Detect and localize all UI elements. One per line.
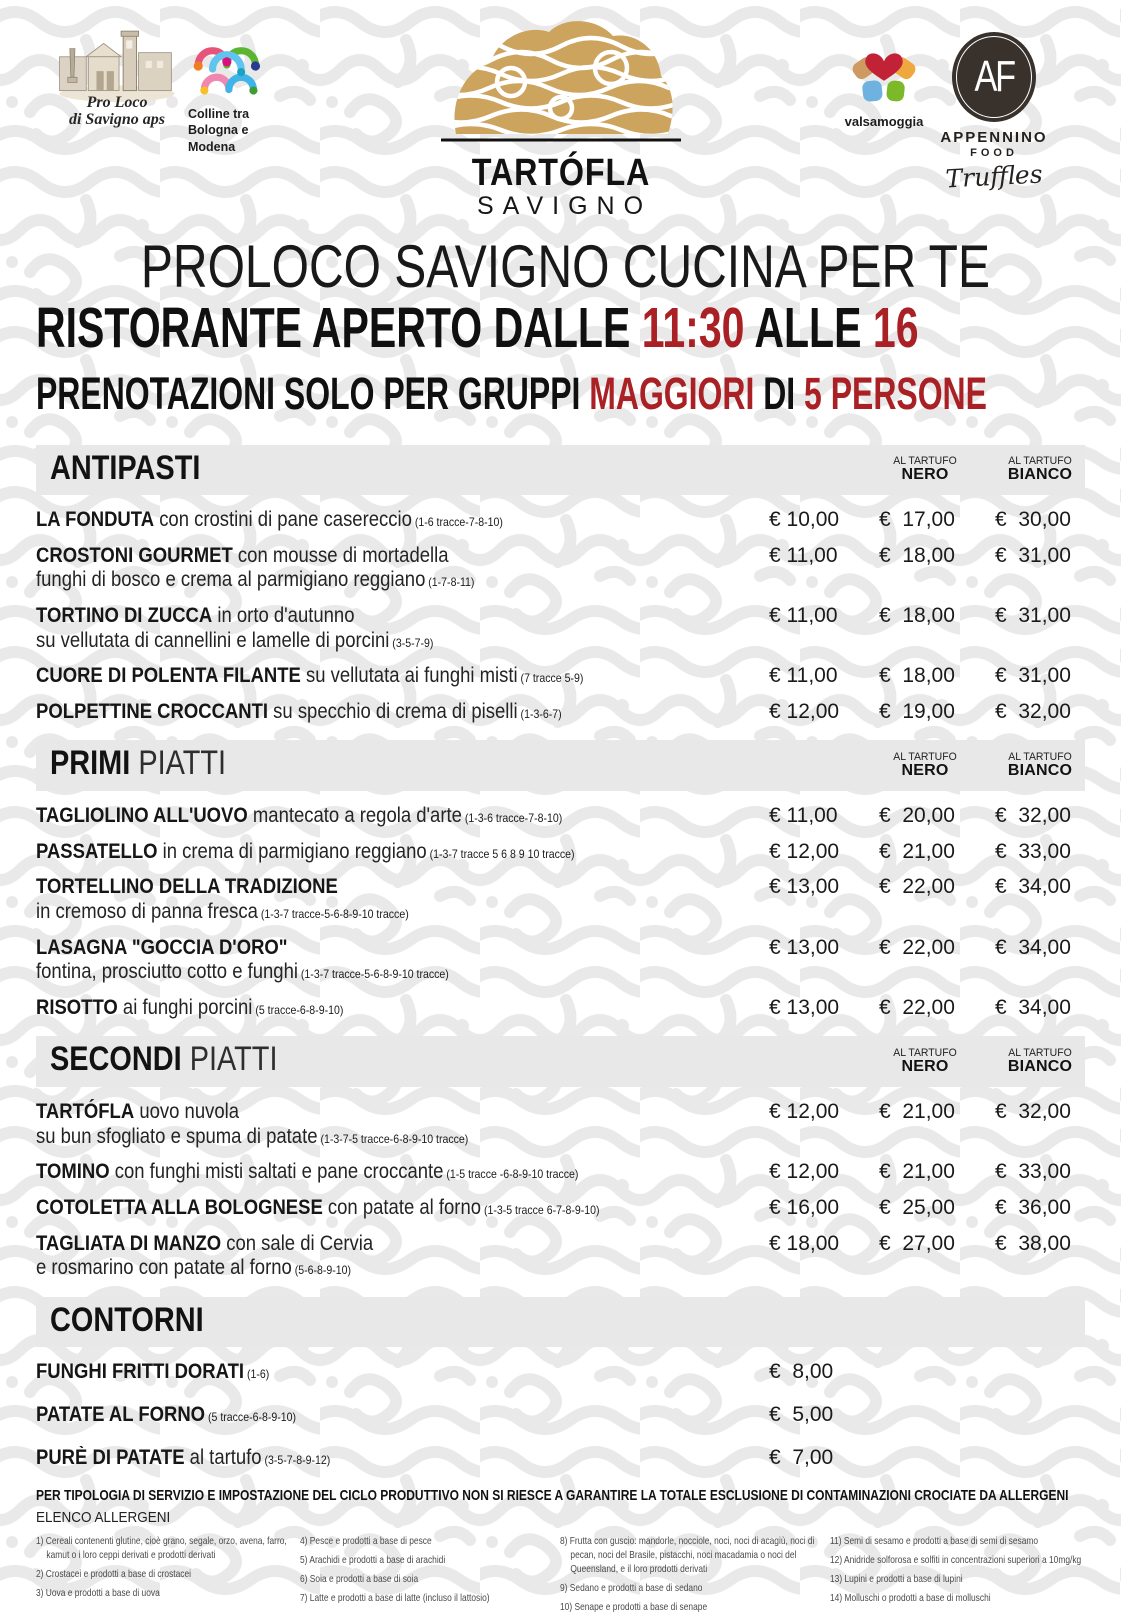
price-base: € 7,00 xyxy=(769,1445,834,1469)
column-header-bianco xyxy=(995,1046,1085,1075)
menu-item xyxy=(36,663,1085,689)
price-nero: € 21,00 xyxy=(879,1160,955,1184)
title-line3-black2: DI xyxy=(763,368,805,420)
allergen-item: 9) Sedano e prodotti a base di sedano xyxy=(560,1581,703,1594)
item-desc2: fontina, prosciutto cotto e funghi xyxy=(36,960,298,984)
section-title-light: PIATTI xyxy=(130,744,227,783)
item-allergen-note2: (1-3-7 tracce-5-6-8-9-10 tracce) xyxy=(257,907,409,921)
title-line2 xyxy=(36,296,919,361)
title-line2-black2: ALLE xyxy=(744,296,873,361)
item-allergen-note2: (1-3-7-5 tracce-6-8-9-10 tracce) xyxy=(317,1131,469,1146)
section-title xyxy=(50,448,641,487)
proloco-name-line1: Pro Loco xyxy=(86,94,148,111)
item-allergen-note2: (1-3-7 tracce-5-6-8-9-10 tracce) xyxy=(297,967,449,982)
item-allergen-note: (1-3-5 tracce 6-7-8-9-10) xyxy=(481,1202,600,1217)
valsamoggia-logo xyxy=(838,40,930,129)
price-base: € 13,00 xyxy=(769,935,840,959)
price-nero: € 22,00 xyxy=(879,995,955,1019)
column-header-bottom: BIANCO xyxy=(1007,465,1073,483)
proloco-logo xyxy=(48,26,186,129)
item-desc: in orto d'autunno xyxy=(212,604,355,628)
price-base: € 18,00 xyxy=(769,1231,840,1255)
item-name: POLPETTINE CROCCANTI xyxy=(36,699,269,723)
column-header-bottom: BIANCO xyxy=(1007,1057,1073,1075)
item-allergen-note: (3-5-7-8-9-12) xyxy=(261,1452,331,1467)
item-text xyxy=(36,803,745,829)
item-allergen-note: (1-3-6-7) xyxy=(517,706,562,721)
appennino-logo xyxy=(923,32,1065,194)
price-bianco: € 32,00 xyxy=(995,699,1071,723)
price-nero: € 19,00 xyxy=(879,699,955,723)
price-nero: € 20,00 xyxy=(879,804,955,828)
item-line1 xyxy=(36,603,660,629)
menu-item xyxy=(36,1231,1085,1281)
item-allergen-note2: (1-7-8-11) xyxy=(425,575,475,590)
allergen-item: 3) Uova e prodotti a base di uova xyxy=(36,1586,160,1599)
section-title-bold: PRIMI xyxy=(50,744,131,783)
section-header xyxy=(36,1036,1085,1087)
item-name: RISOTTO xyxy=(36,995,118,1019)
item-desc: uovo nuvola xyxy=(134,1100,240,1124)
item-text xyxy=(36,1359,745,1385)
item-text xyxy=(36,874,745,924)
title-line2-black1: RISTORANTE APERTO DALLE xyxy=(36,296,642,361)
valsamoggia-label: valsamoggia xyxy=(844,114,924,129)
price-bianco: € 32,00 xyxy=(995,804,1071,828)
price-nero xyxy=(879,1445,971,1446)
title-line3-black1: PRENOTAZIONI SOLO PER GRUPPI xyxy=(36,368,590,420)
allergen-item: 1) Cereali contenenti glutine, cioè grano, segale, orzo, avena, farro, kamut o i loro ceppi derivati e prodotti derivati xyxy=(36,1535,287,1562)
price-base: € 11,00 xyxy=(769,804,838,828)
section-header xyxy=(36,445,1085,496)
column-header-nero xyxy=(879,454,971,483)
item-text xyxy=(36,603,745,653)
price-nero: € 27,00 xyxy=(879,1231,955,1255)
item-desc: ai funghi porcini xyxy=(117,995,253,1019)
allergen-item: 6) Soia e prodotti a base di soia xyxy=(300,1573,419,1586)
allergen-list xyxy=(36,1535,1085,1619)
allergen-item: 14) Molluschi o prodotti a base di molluschi xyxy=(830,1591,991,1604)
column-header-top: AL TARTUFO xyxy=(1008,1046,1072,1059)
colline-line3: Modena xyxy=(188,139,236,154)
section-title xyxy=(50,1042,641,1078)
item-line1 xyxy=(36,663,660,689)
item-name: TARTÓFLA xyxy=(36,1100,135,1124)
title-line1: PROLOCO SAVIGNO CUCINA PER TE xyxy=(140,233,990,300)
price-bianco: € 36,00 xyxy=(995,1195,1071,1219)
price-bianco xyxy=(995,1402,1085,1403)
item-allergen-note2: (5-6-8-9-10) xyxy=(291,1263,352,1278)
allergen-column xyxy=(560,1535,828,1619)
item-line2 xyxy=(36,1124,660,1150)
price-base: € 12,00 xyxy=(769,1100,840,1124)
price-base: € 12,00 xyxy=(769,839,840,863)
menu-item xyxy=(36,1359,1085,1385)
menu-item xyxy=(36,995,1085,1021)
section-title-cell xyxy=(36,1300,745,1339)
item-desc: con funghi misti saltati e pane croccante xyxy=(109,1160,444,1184)
item-line1 xyxy=(36,507,660,533)
allergen-item: 5) Arachidi e prodotti a base di arachidi xyxy=(300,1554,446,1567)
tartofla-title: TARTÓFLA xyxy=(471,152,650,194)
item-desc2: in cremoso di panna fresca xyxy=(36,900,258,923)
column-header-top: AL TARTUFO xyxy=(893,1046,957,1059)
section-title-cell xyxy=(36,746,745,782)
price-base: € 13,00 xyxy=(769,995,840,1019)
af-monogram: AF xyxy=(974,52,1014,101)
item-name: CUORE DI POLENTA FILANTE xyxy=(36,664,301,688)
allergen-item: 7) Latte e prodotti a base di latte (incluso il lattosio) xyxy=(300,1591,490,1604)
item-line1 xyxy=(36,1402,660,1428)
price-nero: € 25,00 xyxy=(879,1195,955,1219)
price-nero: € 21,00 xyxy=(879,839,955,863)
section-header xyxy=(36,1297,1085,1348)
menu-item xyxy=(36,543,1085,593)
colline-line1: Colline tra xyxy=(188,107,250,121)
menu-item xyxy=(36,935,1085,985)
column-header-bianco xyxy=(995,454,1085,483)
item-desc: mantecato a regola d'arte xyxy=(247,804,462,828)
footer-warning: PER TIPOLOGIA DI SERVIZIO E IMPOSTAZIONE DEL CICLO PRODUTTIVO NON SI RIESCE A GARANTIRE LA TOTALE ESCLUSIONE DI CONTAMINAZIONI CROCIATE DA ALLERGENI xyxy=(36,1487,1069,1505)
menu-item xyxy=(36,803,1085,829)
tartofla-logo xyxy=(439,12,683,221)
item-desc: con crostini di pane casereccio xyxy=(154,508,412,532)
proloco-name-line2: di Savigno aps xyxy=(68,110,165,128)
menu-item xyxy=(36,603,1085,653)
colline-arcs-icon xyxy=(188,34,280,98)
item-allergen-note: (1-6) xyxy=(244,1367,270,1382)
item-name: LASAGNA "GOCCIA D'ORO" xyxy=(36,935,288,959)
price-bianco xyxy=(995,1445,1085,1446)
item-text xyxy=(36,1402,745,1428)
item-name: TAGLIATA DI MANZO xyxy=(36,1231,222,1255)
column-header-bottom: NERO xyxy=(901,465,949,483)
menu-item xyxy=(36,1445,1085,1471)
item-line1 xyxy=(36,543,660,569)
price-base: € 5,00 xyxy=(769,1403,834,1427)
item-allergen-note: (5 tracce-6-8-9-10) xyxy=(205,1410,297,1425)
item-allergen-note: (1-3-7 tracce 5 6 8 9 10 tracce) xyxy=(426,846,575,861)
menu-item xyxy=(36,874,1085,924)
section-title-cell xyxy=(36,1042,745,1078)
menu xyxy=(36,445,1085,1471)
item-name: FUNGHI FRITTI DORATI xyxy=(36,1360,245,1384)
menu-item xyxy=(36,1159,1085,1185)
item-text xyxy=(36,543,745,593)
item-text xyxy=(36,1231,745,1281)
column-header-bianco xyxy=(995,750,1085,779)
appennino-truffles-script: Truffles xyxy=(944,159,1044,194)
item-line2 xyxy=(36,628,660,654)
price-bianco: € 32,00 xyxy=(995,1100,1071,1124)
valsamoggia-flower-icon xyxy=(847,40,921,108)
price-nero: € 21,00 xyxy=(879,1100,955,1124)
item-text xyxy=(36,935,745,985)
item-line2 xyxy=(36,959,660,985)
menu-item xyxy=(36,1195,1085,1221)
item-desc: al tartufo xyxy=(184,1445,262,1469)
menu-item xyxy=(36,839,1085,865)
item-desc: su specchio di crema di piselli xyxy=(268,699,518,723)
tartofla-subtitle: SAVIGNO xyxy=(476,192,653,220)
item-allergen-note: (7 tracce 5-9) xyxy=(517,671,584,686)
af-monogram-badge xyxy=(952,32,1036,122)
menu-item xyxy=(36,507,1085,533)
item-text xyxy=(36,1159,745,1185)
item-name: PATATE AL FORNO xyxy=(36,1403,206,1427)
price-bianco: € 31,00 xyxy=(995,604,1071,628)
price-base: € 16,00 xyxy=(769,1195,840,1219)
allergen-item: 12) Anidride solforosa e solfiti in concentrazioni superiori a 10mg/kg xyxy=(830,1554,1082,1567)
allergen-item: 11) Semi di sesamo e prodotti a base di semi di sesamo xyxy=(830,1535,1039,1548)
menu-item xyxy=(36,699,1085,725)
section-items xyxy=(36,507,1085,724)
section-header xyxy=(36,740,1085,791)
column-header-top: AL TARTUFO xyxy=(893,454,957,467)
price-bianco: € 34,00 xyxy=(995,935,1071,959)
price-base: € 11,00 xyxy=(769,543,838,567)
price-bianco: € 33,00 xyxy=(995,839,1071,863)
price-bianco xyxy=(995,1359,1085,1360)
title-line2-red2: 16 xyxy=(872,296,919,361)
price-nero: € 22,00 xyxy=(879,935,955,959)
price-base: € 13,00 xyxy=(769,875,840,899)
item-line1 xyxy=(36,935,660,961)
item-desc: con mousse di mortadella xyxy=(232,543,449,567)
price-nero: € 18,00 xyxy=(879,664,955,688)
price-bianco: € 38,00 xyxy=(995,1231,1071,1255)
section-items xyxy=(36,1359,1085,1470)
item-desc2: funghi di bosco e crema al parmigiano reggiano xyxy=(36,568,426,592)
price-nero xyxy=(879,1402,971,1403)
item-text xyxy=(36,699,745,725)
allergen-column xyxy=(300,1535,558,1619)
item-name: TORTELLINO DELLA TRADIZIONE xyxy=(36,875,338,899)
item-allergen-note: (1-5 tracce -6-8-9-10 tracce) xyxy=(443,1167,579,1182)
item-text xyxy=(36,839,745,865)
price-base: € 11,00 xyxy=(769,604,838,628)
item-desc2: su bun sfogliato e spuma di patate xyxy=(36,1124,318,1148)
item-line2 xyxy=(36,899,660,925)
price-bianco: € 34,00 xyxy=(995,875,1071,899)
item-line2 xyxy=(36,567,660,593)
item-name: CROSTONI GOURMET xyxy=(36,543,233,567)
item-line1 xyxy=(36,1359,660,1385)
price-base: € 10,00 xyxy=(769,508,840,532)
item-allergen-note: (1-6 tracce-7-8-10) xyxy=(411,515,503,530)
price-nero xyxy=(879,1359,971,1360)
allergen-column xyxy=(830,1535,1083,1619)
item-line1 xyxy=(36,699,660,725)
allergen-item: 4) Pesce e prodotti a base di pesce xyxy=(300,1535,432,1548)
item-line1 xyxy=(36,995,660,1021)
column-header-top: AL TARTUFO xyxy=(1008,454,1072,467)
item-name: PASSATELLO xyxy=(36,839,158,863)
item-desc: con sale di Cervia xyxy=(221,1231,374,1255)
price-bianco: € 30,00 xyxy=(995,508,1071,532)
section-items xyxy=(36,1099,1085,1281)
item-name: TAGLIOLINO ALL'UOVO xyxy=(36,804,248,828)
item-desc: su vellutata ai funghi misti xyxy=(300,664,518,688)
column-header-nero xyxy=(879,750,971,779)
item-text xyxy=(36,507,745,533)
price-base: € 12,00 xyxy=(769,699,840,723)
item-line1 xyxy=(36,803,660,829)
section-items xyxy=(36,803,1085,1020)
allergen-item: 8) Frutta con guscio: mandorle, nocciole, noci, noci di acagiù, noci di pecan, noci del Brasile, pistacchi, noci macadamia o noci del Queensland, e il loro prodotti derivati xyxy=(560,1535,815,1576)
item-text xyxy=(36,1099,745,1149)
section-title xyxy=(50,1300,641,1339)
item-name: LA FONDUTA xyxy=(36,508,155,532)
item-line1 xyxy=(36,1231,660,1257)
item-allergen-note2: (3-5-7-9) xyxy=(389,635,434,650)
item-name: TORTINO DI ZUCCA xyxy=(36,604,213,628)
colline-logo xyxy=(188,34,288,155)
colline-label xyxy=(188,106,288,155)
allergen-heading: ELENCO ALLERGENI xyxy=(36,1509,171,1527)
section-title-cell xyxy=(36,448,745,487)
item-desc: con patate al forno xyxy=(322,1195,482,1219)
allergen-column xyxy=(36,1535,298,1619)
price-nero: € 18,00 xyxy=(879,604,955,628)
section-title-bold: CONTORNI xyxy=(50,1300,204,1339)
section-title-bold: ANTIPASTI xyxy=(50,448,201,487)
item-line2 xyxy=(36,1255,660,1281)
item-text xyxy=(36,1195,745,1221)
item-name: COTOLETTA ALLA BOLOGNESE xyxy=(36,1195,323,1219)
column-header-bottom: NERO xyxy=(901,761,949,779)
section-title xyxy=(50,746,641,782)
price-bianco: € 34,00 xyxy=(995,995,1071,1019)
item-text xyxy=(36,663,745,689)
column-header-top: AL TARTUFO xyxy=(1008,750,1072,763)
price-base: € 12,00 xyxy=(769,1160,840,1184)
menu-item xyxy=(36,1099,1085,1149)
column-header-nero xyxy=(879,1046,971,1075)
section-title-bold: SECONDI xyxy=(50,1040,182,1079)
item-line1 xyxy=(36,1159,660,1185)
item-line1 xyxy=(36,1445,660,1471)
item-line1 xyxy=(36,839,660,865)
item-desc2: su vellutata di cannellini e lamelle di porcini xyxy=(36,628,390,652)
item-line1 xyxy=(36,1099,660,1125)
menu-item xyxy=(36,1402,1085,1428)
appennino-name: APPENNINO xyxy=(940,129,1048,146)
price-nero: € 17,00 xyxy=(879,508,955,532)
appennino-food: FOOD xyxy=(970,147,1018,159)
price-bianco: € 31,00 xyxy=(995,664,1071,688)
item-allergen-note: (1-3-6 tracce-7-8-10) xyxy=(461,811,563,826)
item-name: TOMINO xyxy=(36,1160,110,1184)
item-desc2: e rosmarino con patate al forno xyxy=(36,1256,292,1280)
truffle-illustration xyxy=(441,12,681,146)
allergen-item: 10) Senape e prodotti a base di senape xyxy=(560,1600,708,1613)
item-name: PURÈ DI PATATE xyxy=(36,1445,185,1469)
item-line1 xyxy=(36,874,660,900)
title-line2-red1: 11:30 xyxy=(641,296,745,361)
column-header-bottom: NERO xyxy=(901,1057,949,1075)
item-text xyxy=(36,995,745,1021)
title-line3 xyxy=(36,368,987,420)
column-header-bottom: BIANCO xyxy=(1007,761,1073,779)
item-text xyxy=(36,1445,745,1471)
price-nero: € 22,00 xyxy=(879,875,955,899)
column-header-top: AL TARTUFO xyxy=(893,750,957,763)
item-line1 xyxy=(36,1195,660,1221)
title-line3-red1: MAGGIORI xyxy=(589,368,764,420)
price-base: € 11,00 xyxy=(769,664,838,688)
allergen-item: 2) Crostacei e prodotti a base di crostacei xyxy=(36,1568,192,1581)
price-bianco: € 33,00 xyxy=(995,1160,1071,1184)
price-bianco: € 31,00 xyxy=(995,543,1071,567)
section-title-light: PIATTI xyxy=(181,1040,278,1079)
header-logos xyxy=(36,0,1085,228)
price-nero: € 18,00 xyxy=(879,543,955,567)
colline-line2: Bologna e xyxy=(188,123,249,138)
price-base: € 8,00 xyxy=(769,1360,834,1384)
item-desc: in crema di parmigiano reggiano xyxy=(157,839,427,863)
allergen-item: 13) Lupini e prodotti a base di lupini xyxy=(830,1573,963,1586)
item-allergen-note: (5 tracce-6-8-9-10) xyxy=(252,1002,344,1017)
title-line3-red2: 5 PERSONE xyxy=(804,368,987,420)
